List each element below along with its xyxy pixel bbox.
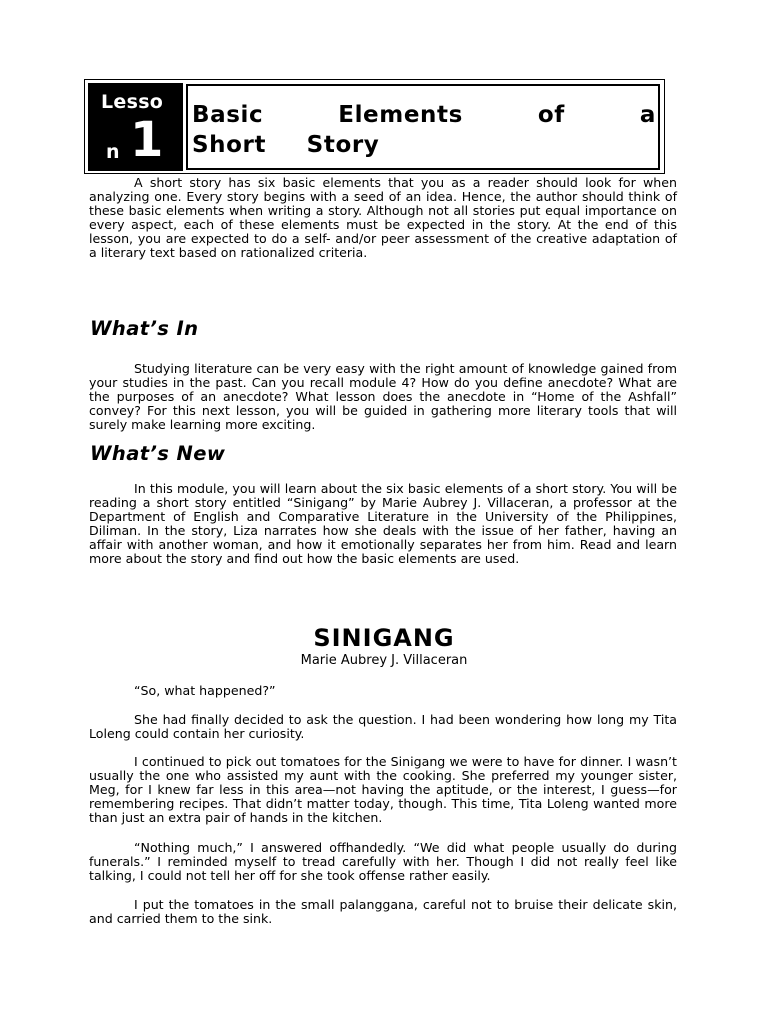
- lesson-label-top: Lesso: [101, 91, 164, 113]
- story-paragraph: “So, what happened?”: [134, 683, 276, 698]
- story-title: SINIGANG: [313, 624, 455, 652]
- whats-new-paragraph: In this module, you will learn about the six basic elements of a short story. You will be reading a short story entitled “Sinigang” by Marie Aubrey J. Villaceran, a professor at the Department of English and Comparative Literature in the University of the Philippines, Diliman. In the story, Liza narrates how she deals with the issue of her father, having an affair with another woman, and how it emotionally separates her from him. Read and learn more about the story and find out how the basic elements are used.: [89, 481, 677, 566]
- whats-in-heading: What’s In: [90, 317, 199, 340]
- intro-paragraph: A short story has six basic elements that you as a reader should look for when analyzing one. Every story begins with a seed of an idea. Hence, the author should think of these basic elements when writing a story. Although not all stories put equal importance on every aspect, each of these elements must be expected in the story. At the end of this lesson, you are expected to do a self- and/or peer assessment of the creative adaptation of a literary text based on rationalized criteria.: [89, 175, 677, 260]
- story-paragraph: “Nothing much,” I answered offhandedly. “We did what people usually do during funerals.” I reminded myself to tread carefully with her. Though I did not really feel like talking, I could not tell her off for she took offense rather easily.: [89, 840, 677, 883]
- whats-new-heading: What’s New: [90, 442, 226, 465]
- story-paragraph: She had finally decided to ask the question. I had been wondering how long my Tita Loleng could contain her curiosity.: [89, 712, 677, 741]
- lesson-badge: [88, 83, 183, 171]
- lesson-label-bottom: n: [106, 141, 120, 163]
- story-paragraph: I put the tomatoes in the small palanggana, careful not to bruise their delicate skin, and carried them to the sink.: [89, 897, 677, 926]
- story-paragraph: I continued to pick out tomatoes for the Sinigang we were to have for dinner. I wasn’t usually the one who assisted my aunt with the cooking. She preferred my younger sister, Meg, for I knew far less in this area—not having the aptitude, or the interest, I guess—for remembering recipes. That didn’t matter today, though. This time, Tita Loleng wanted more than just an extra pair of hands in the kitchen.: [89, 754, 677, 825]
- story-author: Marie Aubrey J. Villaceran: [300, 653, 468, 668]
- lesson-title: Basic Elements of a Short Story: [192, 102, 656, 158]
- lesson-title-frame: [186, 84, 660, 170]
- lesson-number: 1: [130, 112, 164, 168]
- whats-in-paragraph: Studying literature can be very easy with the right amount of knowledge gained from your studies in the past. Can you recall module 4? How do you define anecdote? What are the purposes of an anecdote? What lesson does the anecdote in “Home of the Ashfall” convey? For this next lesson, you will be guided in gathering more literary tools that will surely make learning more exciting.: [89, 361, 677, 432]
